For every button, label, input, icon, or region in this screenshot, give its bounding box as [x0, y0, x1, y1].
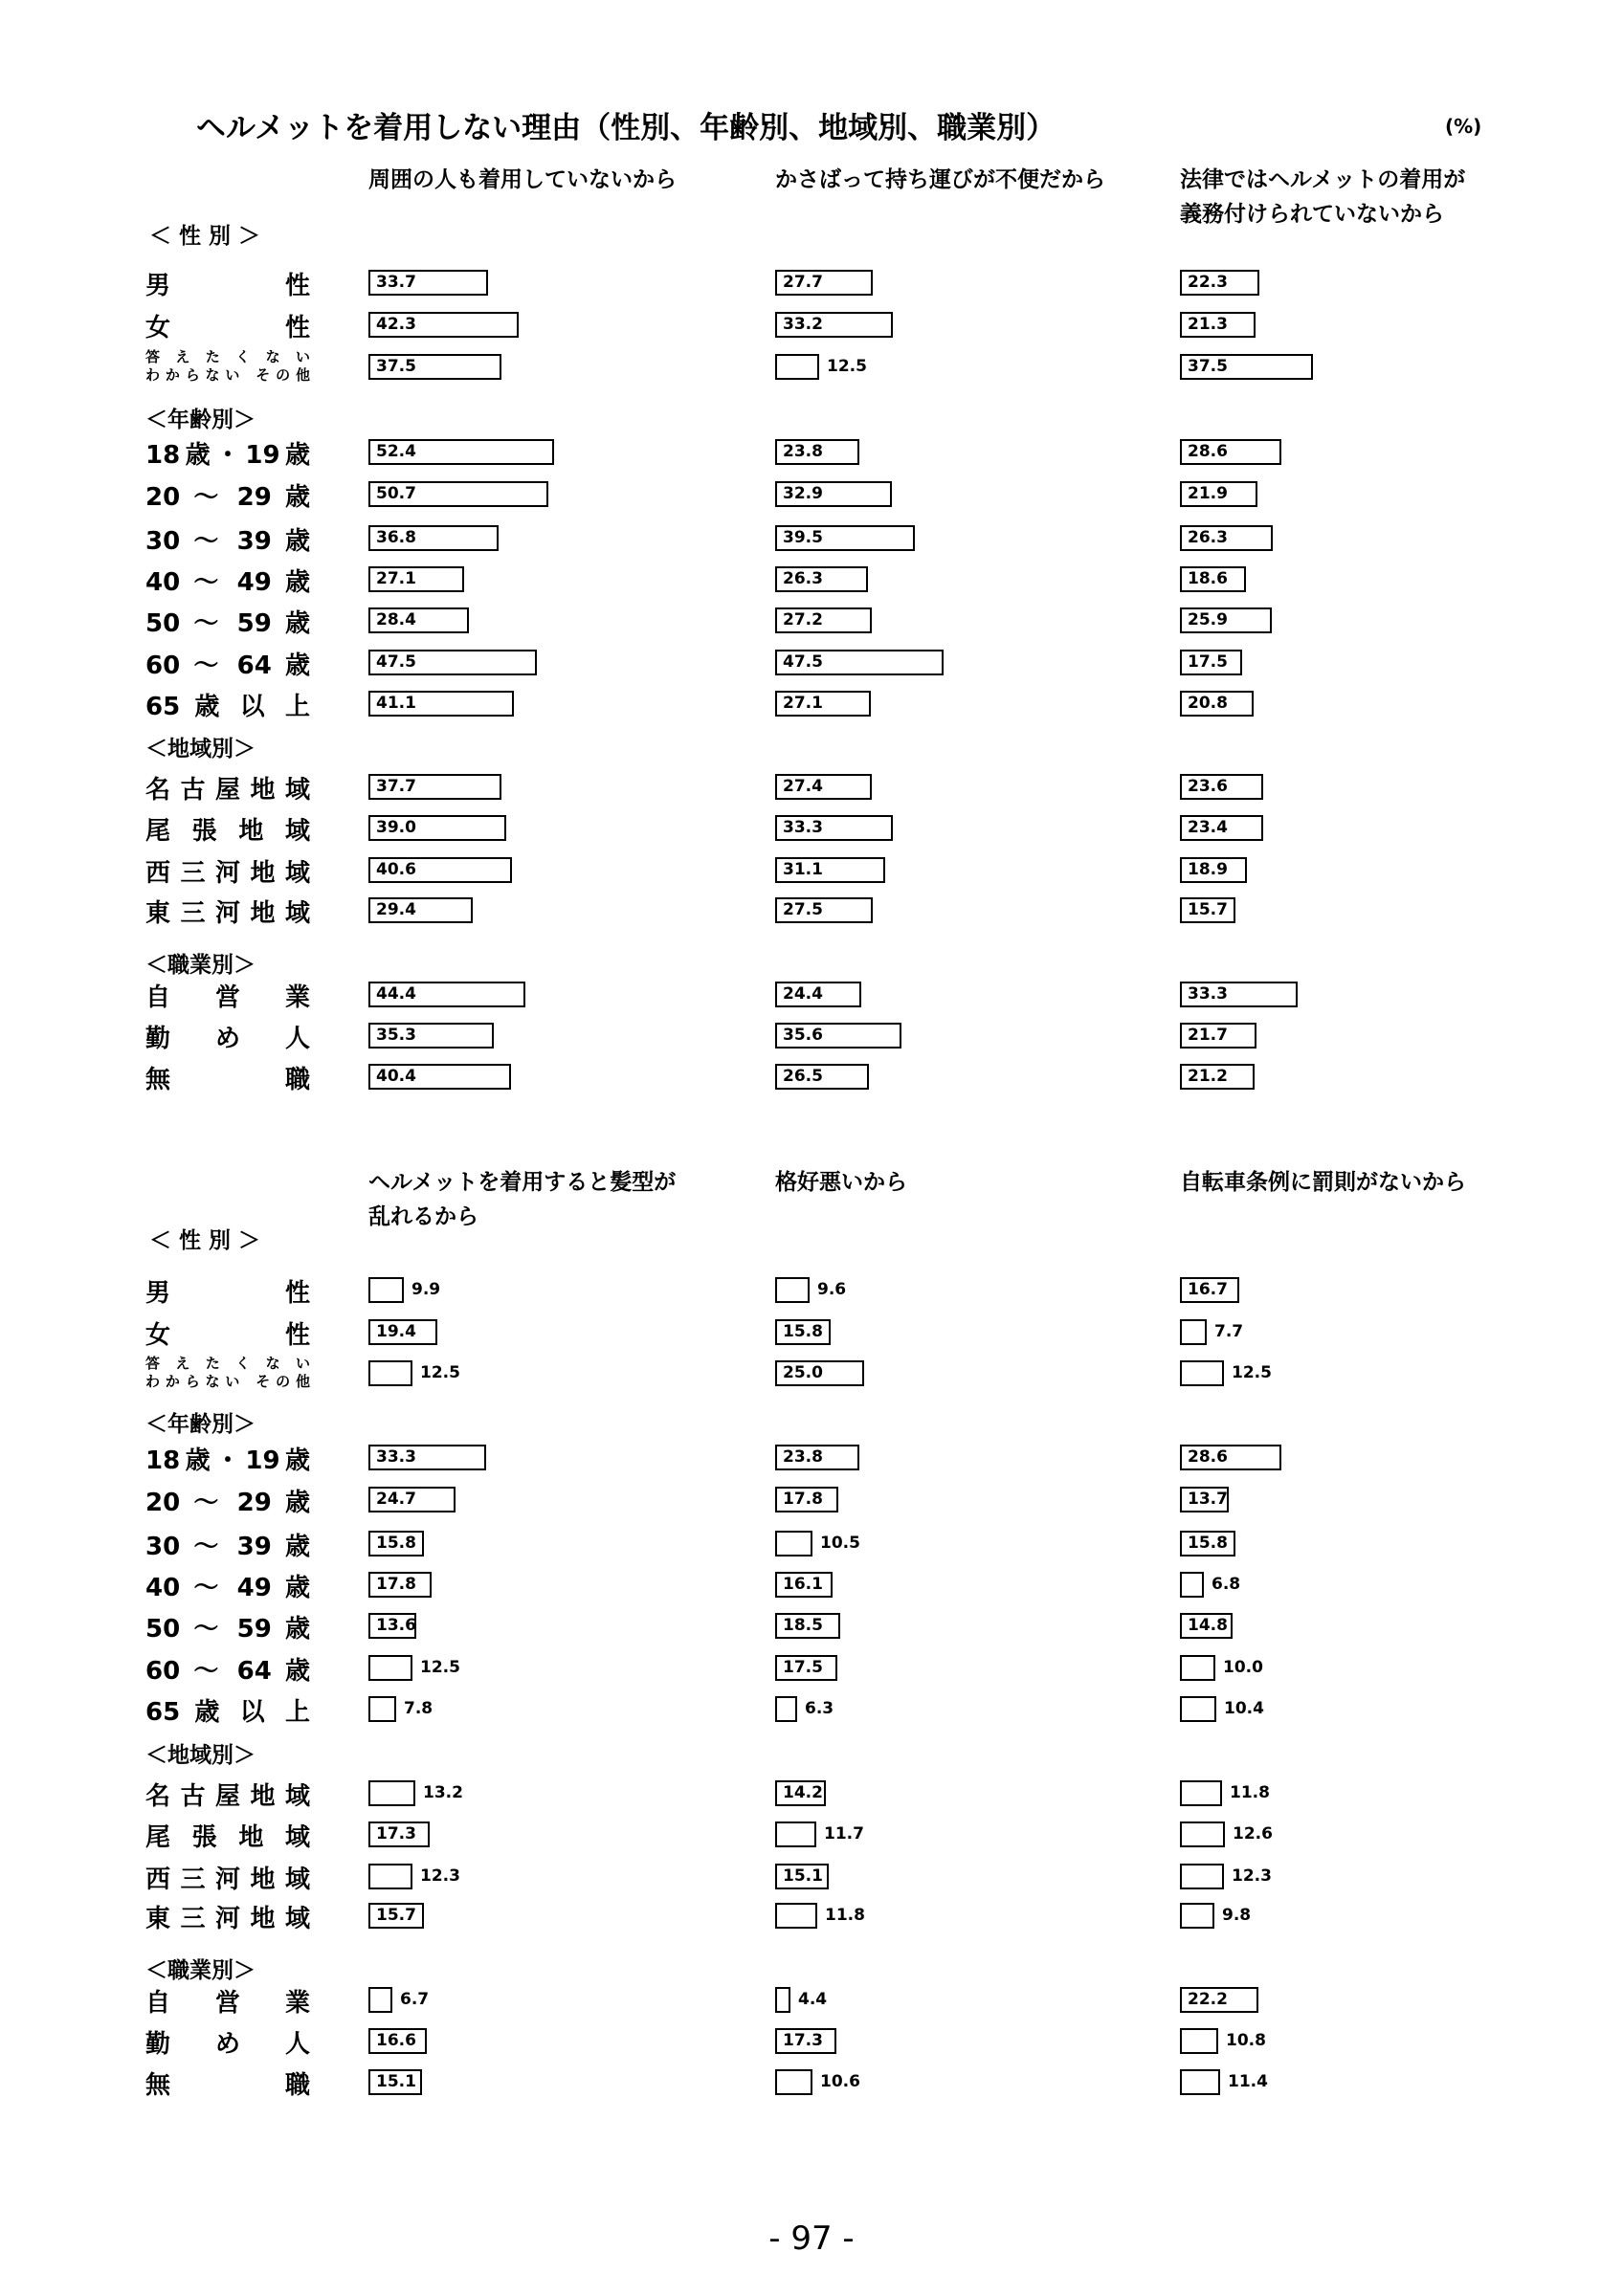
- row-label: 無職: [145, 1066, 310, 1094]
- row-label: 勤め人: [145, 2030, 310, 2059]
- row-label: 50 ～ 59 歳: [145, 1615, 310, 1644]
- bar-value-label: 13.2: [423, 1782, 463, 1802]
- row-label: 男性: [145, 1279, 310, 1308]
- bar-value-label: 4.4: [798, 1989, 828, 2009]
- row-label: 西三河地域: [145, 1866, 310, 1894]
- bar-value-label: 27.1: [783, 693, 823, 713]
- bar-value-label: 42.3: [376, 314, 416, 334]
- bar-value-label: 50.7: [376, 483, 416, 503]
- column-heading: かさばって持ち運びが不便だから: [775, 167, 1105, 192]
- bar-value-label: 40.6: [376, 859, 416, 879]
- bar: [775, 1531, 812, 1556]
- row-label: 答えたくない: [145, 1355, 310, 1372]
- row-label: 名古屋地域: [145, 776, 310, 805]
- bar-value-label: 11.4: [1228, 2071, 1268, 2091]
- bar-value-label: 21.3: [1188, 314, 1228, 334]
- bar-value-label: 27.2: [783, 609, 823, 629]
- bar-value-label: 10.6: [820, 2071, 860, 2091]
- bar: [1180, 1903, 1214, 1929]
- bar-value-label: 22.2: [1188, 1989, 1228, 2009]
- bar-value-label: 15.1: [783, 1866, 823, 1886]
- bar-value-label: 6.8: [1212, 1574, 1241, 1594]
- bar-value-label: 23.6: [1188, 776, 1228, 796]
- bar-value-label: 10.5: [820, 1533, 860, 1553]
- row-label: 40 ～ 49 歳: [145, 1574, 310, 1602]
- bar-value-label: 33.3: [376, 1446, 416, 1467]
- bar-value-label: 32.9: [783, 483, 823, 503]
- row-label: 18歳・19歳: [145, 441, 310, 470]
- bar-value-label: 12.5: [420, 1657, 460, 1677]
- bar-value-label: 12.5: [1232, 1362, 1272, 1382]
- section-label: ＜年齢別＞: [145, 1412, 256, 1437]
- bar: [775, 1277, 810, 1303]
- page-title: ヘルメットを着用しない理由（性別、年齢別、地域別、職業別）: [196, 111, 1056, 145]
- bar-value-label: 31.1: [783, 859, 823, 879]
- bar-value-label: 18.6: [1188, 568, 1228, 588]
- bar-value-label: 17.3: [376, 1823, 416, 1843]
- bar-value-label: 9.9: [411, 1279, 441, 1299]
- bar: [775, 1821, 816, 1847]
- bar-value-label: 37.5: [1188, 356, 1228, 376]
- bar-value-label: 24.4: [783, 983, 823, 1004]
- bar-value-label: 28.6: [1188, 1446, 1228, 1467]
- bar-value-label: 15.8: [1188, 1533, 1228, 1553]
- bar-value-label: 39.0: [376, 817, 416, 837]
- section-label: ＜職業別＞: [145, 1958, 256, 1983]
- bar: [368, 1864, 412, 1889]
- row-label: 西三河地域: [145, 859, 310, 888]
- bar: [775, 1696, 797, 1722]
- bar-value-label: 16.7: [1188, 1279, 1228, 1299]
- row-label: 30 ～ 39 歳: [145, 1533, 310, 1561]
- bar-value-label: 14.2: [783, 1782, 823, 1802]
- bar-value-label: 29.4: [376, 899, 416, 919]
- bar-value-label: 26.5: [783, 1066, 823, 1086]
- bar-value-label: 13.6: [376, 1615, 416, 1635]
- bar-value-label: 28.4: [376, 609, 416, 629]
- column-heading: ヘルメットを着用すると髪型が: [368, 1170, 677, 1195]
- bar: [1180, 1864, 1224, 1889]
- bar-value-label: 28.6: [1188, 441, 1228, 461]
- bar-value-label: 17.5: [783, 1657, 823, 1677]
- bar-value-label: 36.8: [376, 527, 416, 547]
- row-label: 東三河地域: [145, 899, 310, 928]
- bar-value-label: 6.3: [805, 1698, 834, 1718]
- bar: [775, 2069, 812, 2095]
- bar-value-label: 12.5: [420, 1362, 460, 1382]
- page-number: - 97 -: [768, 2219, 855, 2258]
- bar-value-label: 19.4: [376, 1321, 416, 1341]
- row-label: 30 ～ 39 歳: [145, 527, 310, 556]
- bar-value-label: 24.7: [376, 1489, 416, 1509]
- bar-value-label: 20.8: [1188, 693, 1228, 713]
- bar-value-label: 27.7: [783, 272, 823, 292]
- bar: [368, 1987, 392, 2013]
- row-label: 65 歳 以 上: [145, 1698, 310, 1727]
- bar: [775, 354, 819, 380]
- bar: [1180, 1821, 1225, 1847]
- bar: [368, 1655, 412, 1681]
- bar-value-label: 41.1: [376, 693, 416, 713]
- row-label: 50 ～ 59 歳: [145, 609, 310, 638]
- bar-value-label: 33.2: [783, 314, 823, 334]
- bar-value-label: 11.7: [824, 1823, 864, 1843]
- row-label: 20 ～ 29 歳: [145, 483, 310, 512]
- bar-value-label: 39.5: [783, 527, 823, 547]
- bar-value-label: 17.8: [783, 1489, 823, 1509]
- bar-value-label: 15.7: [1188, 899, 1228, 919]
- bar-value-label: 27.5: [783, 899, 823, 919]
- bar-value-label: 15.7: [376, 1905, 416, 1925]
- row-label: 60 ～ 64 歳: [145, 651, 310, 680]
- bar-value-label: 17.3: [783, 2030, 823, 2050]
- bar-value-label: 10.0: [1223, 1657, 1263, 1677]
- bar-value-label: 35.6: [783, 1025, 823, 1045]
- bar-value-label: 12.3: [1232, 1866, 1272, 1886]
- bar-value-label: 16.1: [783, 1574, 823, 1594]
- bar: [1180, 1319, 1207, 1345]
- row-label: わからない その他: [145, 1373, 310, 1390]
- column-heading: 格好悪いから: [775, 1170, 907, 1195]
- section-label: ＜地域別＞: [145, 1743, 256, 1768]
- bar: [1180, 2028, 1218, 2054]
- bar-value-label: 33.7: [376, 272, 416, 292]
- section-label: ＜ 性 別 ＞: [149, 1228, 261, 1253]
- bar-value-label: 18.9: [1188, 859, 1228, 879]
- column-heading: 周囲の人も着用していないから: [368, 167, 677, 192]
- row-label: 無職: [145, 2071, 310, 2100]
- bar-value-label: 21.2: [1188, 1066, 1228, 1086]
- bar: [775, 1987, 790, 2013]
- bar-value-label: 47.5: [376, 651, 416, 672]
- bar-value-label: 21.9: [1188, 483, 1228, 503]
- bar-value-label: 6.7: [400, 1989, 430, 2009]
- row-label: 65 歳 以 上: [145, 693, 310, 721]
- bar-value-label: 12.6: [1233, 1823, 1273, 1843]
- bar-value-label: 10.8: [1226, 2030, 1266, 2050]
- bar-value-label: 12.5: [827, 356, 867, 376]
- bar-value-label: 14.8: [1188, 1615, 1228, 1635]
- row-label: 名古屋地域: [145, 1782, 310, 1811]
- bar-value-label: 35.3: [376, 1025, 416, 1045]
- bar-value-label: 27.1: [376, 568, 416, 588]
- row-label: 18歳・19歳: [145, 1446, 310, 1475]
- row-label: 自営業: [145, 983, 310, 1012]
- row-label: 女性: [145, 314, 310, 342]
- bar-value-label: 26.3: [783, 568, 823, 588]
- bar: [1180, 1360, 1224, 1386]
- row-label: 尾張地域: [145, 817, 310, 846]
- row-label: 40 ～ 49 歳: [145, 568, 310, 597]
- section-label: ＜年齢別＞: [145, 408, 256, 432]
- bar-value-label: 7.8: [404, 1698, 434, 1718]
- column-heading: 義務付けられていないから: [1180, 202, 1444, 227]
- bar-value-label: 15.8: [783, 1321, 823, 1341]
- bar: [368, 1277, 404, 1303]
- row-label: 男性: [145, 272, 310, 300]
- row-label: 自営業: [145, 1989, 310, 2018]
- bar-value-label: 9.8: [1222, 1905, 1252, 1925]
- bar: [368, 1360, 412, 1386]
- bar-value-label: 22.3: [1188, 272, 1228, 292]
- bar: [775, 1903, 817, 1929]
- section-label: ＜ 性 別 ＞: [149, 224, 261, 249]
- bar-value-label: 37.7: [376, 776, 416, 796]
- bar-value-label: 27.4: [783, 776, 823, 796]
- bar-value-label: 33.3: [783, 817, 823, 837]
- row-label: 20 ～ 29 歳: [145, 1489, 310, 1517]
- bar-value-label: 33.3: [1188, 983, 1228, 1004]
- section-label: ＜職業別＞: [145, 953, 256, 978]
- row-label: 女性: [145, 1321, 310, 1350]
- bar: [368, 1780, 415, 1806]
- bar: [1180, 1572, 1204, 1598]
- bar: [368, 1696, 396, 1722]
- bar-value-label: 17.8: [376, 1574, 416, 1594]
- bar-value-label: 23.8: [783, 441, 823, 461]
- bar-value-label: 23.8: [783, 1446, 823, 1467]
- bar-value-label: 11.8: [1230, 1782, 1270, 1802]
- bar-value-label: 9.6: [817, 1279, 847, 1299]
- bar-value-label: 37.5: [376, 356, 416, 376]
- row-label: 尾張地域: [145, 1823, 310, 1852]
- bar-value-label: 7.7: [1214, 1321, 1244, 1341]
- bar: [1180, 2069, 1220, 2095]
- bar-value-label: 44.4: [376, 983, 416, 1004]
- bar-value-label: 52.4: [376, 441, 416, 461]
- row-label: わからない その他: [145, 366, 310, 384]
- bar-value-label: 13.7: [1188, 1489, 1228, 1509]
- section-label: ＜地域別＞: [145, 737, 256, 762]
- row-label: 東三河地域: [145, 1905, 310, 1933]
- column-heading: 自転車条例に罰則がないから: [1180, 1170, 1466, 1195]
- bar-value-label: 25.9: [1188, 609, 1228, 629]
- bar-value-label: 25.0: [783, 1362, 823, 1382]
- bar: [1180, 1655, 1215, 1681]
- bar-value-label: 21.7: [1188, 1025, 1228, 1045]
- bar-value-label: 47.5: [783, 651, 823, 672]
- row-label: 60 ～ 64 歳: [145, 1657, 310, 1686]
- bar-value-label: 15.1: [376, 2071, 416, 2091]
- row-label: 答えたくない: [145, 348, 310, 365]
- bar: [1180, 1780, 1222, 1806]
- bar-value-label: 15.8: [376, 1533, 416, 1553]
- unit-label: (%): [1445, 115, 1482, 138]
- bar-value-label: 10.4: [1224, 1698, 1264, 1718]
- row-label: 勤め人: [145, 1025, 310, 1053]
- column-heading: 乱れるから: [368, 1204, 478, 1229]
- bar-value-label: 16.6: [376, 2030, 416, 2050]
- bar-value-label: 26.3: [1188, 527, 1228, 547]
- bar-value-label: 23.4: [1188, 817, 1228, 837]
- bar-value-label: 40.4: [376, 1066, 416, 1086]
- bar-value-label: 11.8: [825, 1905, 865, 1925]
- bar: [1180, 1696, 1216, 1722]
- column-heading: 法律ではヘルメットの着用が: [1180, 167, 1466, 192]
- bar-value-label: 12.3: [420, 1866, 460, 1886]
- bar-value-label: 17.5: [1188, 651, 1228, 672]
- bar-value-label: 18.5: [783, 1615, 823, 1635]
